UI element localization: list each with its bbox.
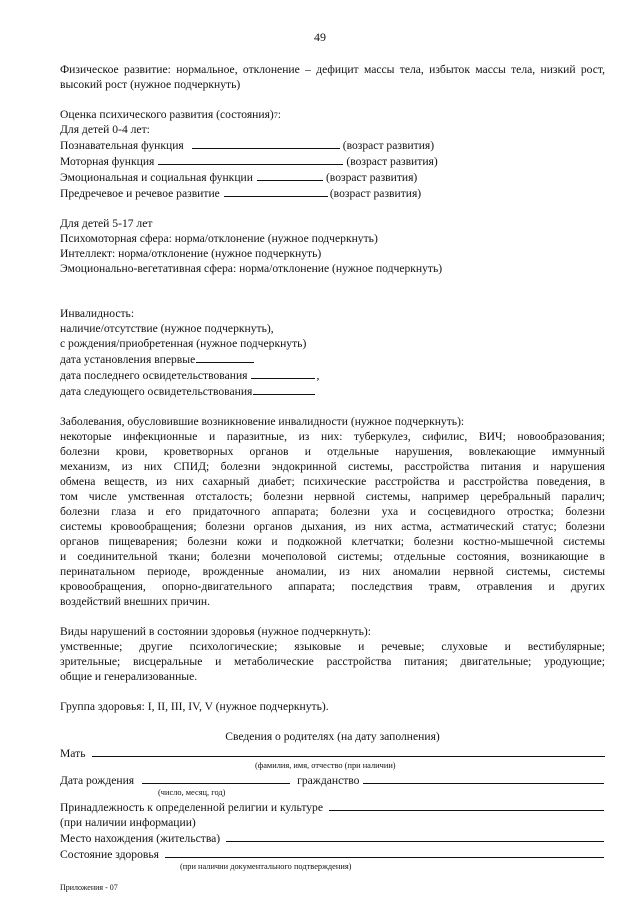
diseases-line: некоторые инфекционные и паразитные, из них: туберкулез, сифилис, ВИЧ; новообразования; xyxy=(60,430,605,443)
blank-field[interactable] xyxy=(257,169,323,181)
parents-title: Сведения о родителях (на дату заполнения) xyxy=(225,730,440,743)
date-next-label: дата следующего освидетельствования xyxy=(60,385,253,398)
psych-item-motor xyxy=(60,153,605,169)
residence-label: Место нахождения (жительства) xyxy=(60,832,221,845)
birth-row xyxy=(60,772,605,788)
health-row xyxy=(60,846,605,862)
psych-item-label: Предречевое и речевое развитие xyxy=(60,187,220,200)
blank-field[interactable] xyxy=(158,153,343,165)
psychomotor-line: Психомоторная сфера: норма/отклонение (нужное подчеркнуть) xyxy=(60,232,378,245)
health-field[interactable] xyxy=(165,846,604,858)
blank-field[interactable] xyxy=(224,185,328,197)
page-number: 49 xyxy=(314,30,326,44)
diseases-line: кровообращения, опорно-двигательного аппарата; последствия травм, отравления и других xyxy=(60,580,605,593)
footer-appendix: Приложения - 07 xyxy=(60,883,118,892)
diseases-line: воздействий внешних причин. xyxy=(60,595,211,608)
religion-row xyxy=(60,799,605,815)
disability-presence: наличие/отсутствие (нужное подчеркнуть), xyxy=(60,322,274,335)
date-last-label: дата последнего освидетельствования xyxy=(60,369,248,382)
psych-item-label: Моторная функция xyxy=(60,155,155,168)
citizenship-label: гражданство xyxy=(297,774,360,787)
diseases-line: органов пищеварения; болезни кожи и подкожной клетчатки; болезни костно-мышечной системы xyxy=(60,535,605,548)
psych-item-label: Эмоциональная и социальная функции xyxy=(60,171,253,184)
psych-item-speech xyxy=(60,185,605,201)
mother-row xyxy=(60,745,605,761)
blank-field[interactable] xyxy=(196,351,254,363)
psych-title-suffix: : xyxy=(277,108,281,121)
citizenship-field[interactable] xyxy=(363,772,604,784)
disability-title: Инвалидность: xyxy=(60,307,135,320)
birth-note: (число, месяц, год) xyxy=(158,788,226,797)
birth-date-field[interactable] xyxy=(142,772,290,784)
psych-item-suffix: (возраст развития) xyxy=(325,171,418,184)
religion-note: (при наличии информации) xyxy=(60,816,196,829)
religion-label: Принадлежность к определенной религии и культуре xyxy=(60,801,323,814)
emotional-vegetative-line: Эмоционально-вегетативная сфера: норма/отклонение (нужное подчеркнуть) xyxy=(60,262,443,275)
date-last-comma: , xyxy=(316,369,320,382)
diseases-line: болезни глаза и его придаточного аппарата; болезни уха и сосцевидного отростка; болезни xyxy=(60,505,605,518)
diseases-line: механизм, из них СПИД; болезни эндокринной системы, расстройства питания и нарушения xyxy=(60,460,605,473)
diseases-line: том числе умственная отсталость; болезни нервной системы, например церебральный паралич; xyxy=(60,490,605,503)
psych-item-suffix: (возраст развития) xyxy=(329,187,422,200)
health-group: Группа здоровья: I, II, III, IV, V (нужное подчеркнуть). xyxy=(60,700,329,713)
violations-title: Виды нарушений в состоянии здоровья (нужное подчеркнуть): xyxy=(60,625,371,638)
mother-label: Мать xyxy=(60,747,86,760)
psych-title: Оценка психического развития (состояния) 7 : xyxy=(60,108,281,121)
disability-date-last xyxy=(60,367,605,383)
disability-origin: с рождения/приобретенная (нужное подчеркнуть) xyxy=(60,337,307,350)
physical-development: Физическое развитие: нормальное, отклонение – дефицит массы тела, избыток массы тела, низкий рост, высокий рост (нужное подчеркнуть) xyxy=(60,63,605,91)
violations-line: зрительные; висцеральные и метаболические расстройства питания; двигательные; уродующие; xyxy=(60,655,605,668)
age-0-4-heading: Для детей 0-4 лет: xyxy=(60,123,150,136)
blank-field[interactable] xyxy=(251,367,315,379)
religion-field[interactable] xyxy=(329,799,604,811)
birth-date-label: Дата рождения xyxy=(60,774,135,787)
residence-field[interactable] xyxy=(226,830,604,842)
document-body xyxy=(60,62,605,872)
diseases-line: обмена веществ, из них сахарный диабет; психические расстройства и расстройства поведения, в xyxy=(60,475,605,488)
violations-line: общие и генерализованные. xyxy=(60,670,198,683)
violations-section xyxy=(60,624,605,684)
psych-title-text: Оценка психического развития (состояния) xyxy=(60,108,274,121)
psych-item-emotional xyxy=(60,169,605,185)
age-5-17-heading: Для детей 5-17 лет xyxy=(60,217,153,230)
mother-note: (фамилия, имя, отчество (при наличии) xyxy=(255,761,396,770)
diseases-line: и соединительной ткани; болезни мочеполовой системы; отдельные состояния, возникающие в xyxy=(60,550,605,563)
disability-date-next xyxy=(60,383,605,399)
diseases-section xyxy=(60,414,605,609)
diseases-line: перинатальном периоде, врожденные аномалии, из них аномалии нервной системы, системы xyxy=(60,565,605,578)
violations-line: умственные; другие психологические; языковые и речевые; слуховые и вестибулярные; xyxy=(60,640,605,653)
diseases-title: Заболевания, обусловившие возникновение инвалидности (нужное подчеркнуть): xyxy=(60,415,465,428)
health-note: (при наличии документального подтверждения) xyxy=(180,862,352,871)
diseases-line: системы кровообращения; болезни органов дыхания, из них астма, астматический статус; болезни xyxy=(60,520,605,533)
health-label: Состояние здоровья xyxy=(60,848,159,861)
diseases-line: болезни крови, кроветворных органов и отдельные нарушения, вовлекающие иммунный xyxy=(60,445,605,458)
disability-date-set xyxy=(60,351,605,367)
psych-item-label: Познавательная функция xyxy=(60,139,184,152)
psych-item-suffix: (возраст развития) xyxy=(346,155,438,168)
date-set-label: дата установления впервые xyxy=(60,353,196,366)
intellect-line: Интеллект: норма/отклонение (нужное подчеркнуть) xyxy=(60,247,322,260)
psych-item-cognitive xyxy=(60,137,605,153)
blank-field[interactable] xyxy=(192,137,340,149)
psych-item-suffix: (возраст развития) xyxy=(342,139,435,152)
mother-name-field[interactable] xyxy=(92,745,605,757)
blank-field[interactable] xyxy=(253,383,315,395)
residence-row xyxy=(60,830,605,846)
